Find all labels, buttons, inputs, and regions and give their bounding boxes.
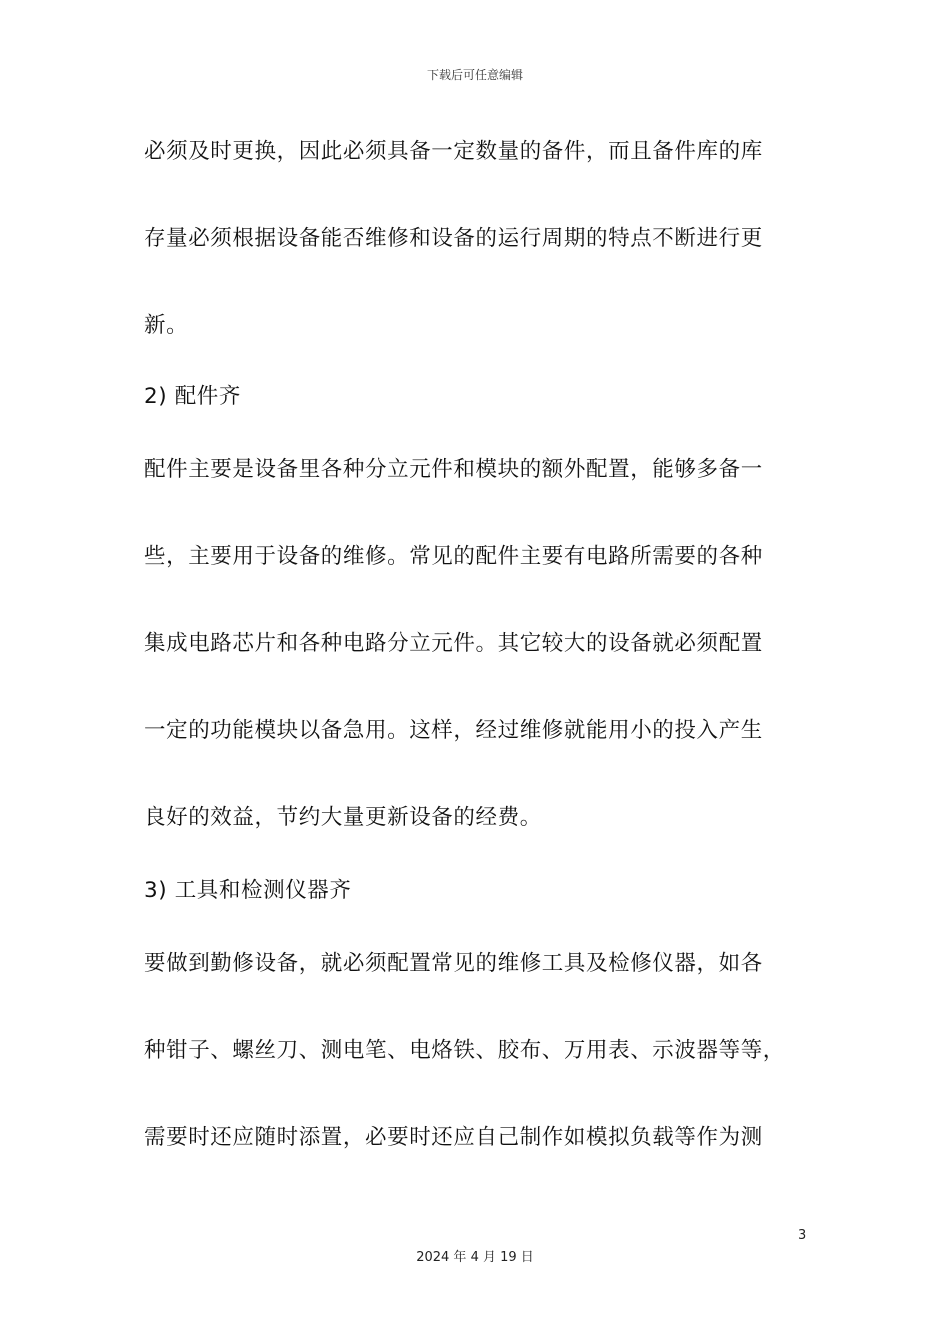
text-line: 集成电路芯片和各种电路分立元件。其它较大的设备就必须配置 (144, 631, 763, 656)
page-header: 下载后可任意编辑 (426, 68, 523, 82)
text-line: 要做到勤修设备，就必须配置常见的维修工具及检修仪器，如各 (144, 951, 763, 976)
text-line: 需要时还应随时添置，必要时还应自己制作如模拟负载等作为测 (144, 1125, 763, 1150)
text-line: 种钳子、螺丝刀、测电笔、电烙铁、胶布、万用表、示波器等等， (144, 1038, 785, 1063)
section-heading: 2) 配件齐 (144, 384, 242, 409)
text-line: 必须及时更换，因此必须具备一定数量的备件，而且备件库的库 (144, 139, 763, 164)
text-line: 些，主要用于设备的维修。常见的配件主要有电路所需要的各种 (144, 544, 763, 569)
text-line: 新。 (144, 313, 189, 338)
text-line: 存量必须根据设备能否维修和设备的运行周期的特点不断进行更 (144, 226, 763, 251)
text-line: 一定的功能模块以备急用。这样，经过维修就能用小的投入产生 (144, 718, 763, 743)
text-line: 配件主要是设备里各种分立元件和模块的额外配置，能够多备一 (144, 457, 763, 482)
footer-date: 2024 年 4 月 19 日 (416, 1250, 534, 1265)
page-number: 3 (798, 1228, 807, 1243)
section-heading: 3) 工具和检测仪器齐 (144, 878, 352, 903)
text-line: 良好的效益，节约大量更新设备的经费。 (144, 805, 542, 830)
